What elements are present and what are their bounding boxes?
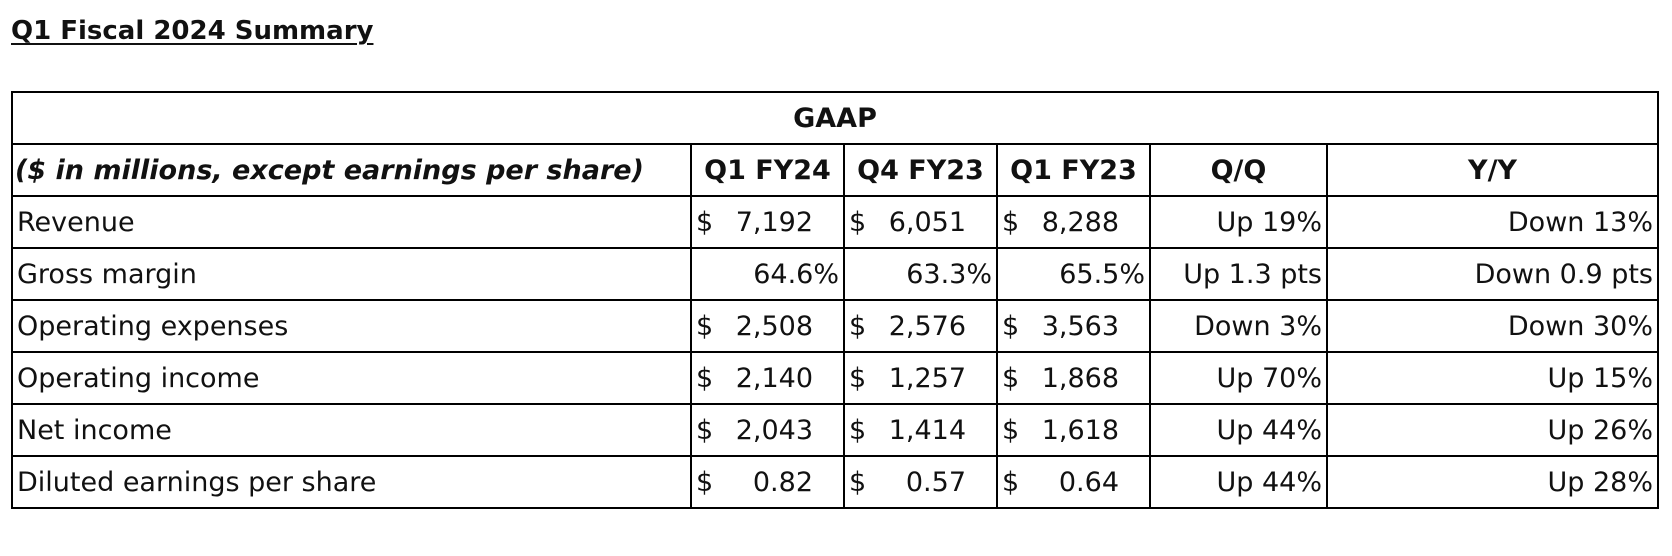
currency-symbol: $: [696, 414, 714, 446]
table-row-revenue: [12, 196, 1658, 248]
cell-value: 0.82: [752, 466, 813, 498]
cell-yy: Down 13%: [1327, 196, 1658, 248]
cell-q1-fy23: [997, 300, 1150, 352]
cell-yy: Up 28%: [1327, 456, 1658, 508]
row-label: Operating expenses: [12, 300, 691, 352]
currency-symbol: $: [1002, 414, 1020, 446]
cell-value: 1,868: [1041, 362, 1119, 394]
row-label: Revenue: [12, 196, 691, 248]
row-label: Net income: [12, 404, 691, 456]
column-header-q1-fy23: Q1 FY23: [997, 144, 1150, 196]
cell-yy: Down 0.9 pts: [1327, 248, 1658, 300]
cell-q1-fy23: 65.5%: [997, 248, 1150, 300]
table-row-diluted-eps: [12, 456, 1658, 508]
currency-symbol: $: [696, 466, 714, 498]
row-label: Operating income: [12, 352, 691, 404]
table-row-net-income: [12, 404, 1658, 456]
cell-value: 0.64: [1058, 466, 1119, 498]
currency-symbol: $: [696, 310, 714, 342]
cell-qq: Down 3%: [1150, 300, 1327, 352]
column-header-q4-fy23: Q4 FY23: [844, 144, 997, 196]
cell-q1-fy24: [691, 352, 844, 404]
cell-value: 2,508: [735, 310, 813, 342]
currency-symbol: $: [1002, 206, 1020, 238]
cell-value: 1,618: [1041, 414, 1119, 446]
cell-q1-fy24: [691, 404, 844, 456]
cell-qq: Up 70%: [1150, 352, 1327, 404]
cell-q1-fy23: [997, 404, 1150, 456]
gaap-header: GAAP: [12, 92, 1658, 144]
cell-q1-fy24: [691, 300, 844, 352]
table-row-gross-margin: [12, 248, 1658, 300]
cell-qq: Up 44%: [1150, 456, 1327, 508]
cell-q1-fy24: 64.6%: [691, 248, 844, 300]
cell-value: 2,576: [888, 310, 966, 342]
column-header-yy: Y/Y: [1327, 144, 1658, 196]
cell-yy: Down 30%: [1327, 300, 1658, 352]
column-header-qq: Q/Q: [1150, 144, 1327, 196]
group-header-row: [12, 92, 1658, 144]
table-row-operating-expenses: [12, 300, 1658, 352]
cell-value: 2,043: [735, 414, 813, 446]
currency-symbol: $: [849, 206, 867, 238]
cell-value: 6,051: [888, 206, 966, 238]
currency-symbol: $: [849, 362, 867, 394]
cell-q1-fy23: [997, 456, 1150, 508]
cell-qq: Up 1.3 pts: [1150, 248, 1327, 300]
cell-q1-fy23: [997, 196, 1150, 248]
row-label: Diluted earnings per share: [12, 456, 691, 508]
currency-symbol: $: [696, 362, 714, 394]
financial-summary-table: [11, 91, 1659, 509]
cell-qq: Up 44%: [1150, 404, 1327, 456]
cell-q1-fy24: [691, 196, 844, 248]
cell-q4-fy23: [844, 300, 997, 352]
cell-value: 3,563: [1041, 310, 1119, 342]
units-label: ($ in millions, except earnings per share): [12, 144, 691, 196]
cell-value: 8,288: [1041, 206, 1119, 238]
cell-q4-fy23: [844, 352, 997, 404]
cell-value: 0.57: [905, 466, 966, 498]
cell-value: 7,192: [735, 206, 813, 238]
cell-value: 2,140: [735, 362, 813, 394]
cell-value: 1,257: [888, 362, 966, 394]
currency-symbol: $: [849, 310, 867, 342]
cell-q4-fy23: 63.3%: [844, 248, 997, 300]
cell-q1-fy24: [691, 456, 844, 508]
currency-symbol: $: [849, 414, 867, 446]
cell-q4-fy23: [844, 196, 997, 248]
column-header-q1-fy24: Q1 FY24: [691, 144, 844, 196]
currency-symbol: $: [849, 466, 867, 498]
currency-symbol: $: [1002, 362, 1020, 394]
cell-q4-fy23: [844, 456, 997, 508]
currency-symbol: $: [696, 206, 714, 238]
cell-yy: Up 26%: [1327, 404, 1658, 456]
currency-symbol: $: [1002, 466, 1020, 498]
cell-value: 1,414: [888, 414, 966, 446]
cell-q4-fy23: [844, 404, 997, 456]
cell-q1-fy23: [997, 352, 1150, 404]
column-header-row: [12, 144, 1658, 196]
row-label: Gross margin: [12, 248, 691, 300]
cell-yy: Up 15%: [1327, 352, 1658, 404]
table-row-operating-income: [12, 352, 1658, 404]
currency-symbol: $: [1002, 310, 1020, 342]
cell-qq: Up 19%: [1150, 196, 1327, 248]
page-title: Q1 Fiscal 2024 Summary: [11, 16, 374, 46]
